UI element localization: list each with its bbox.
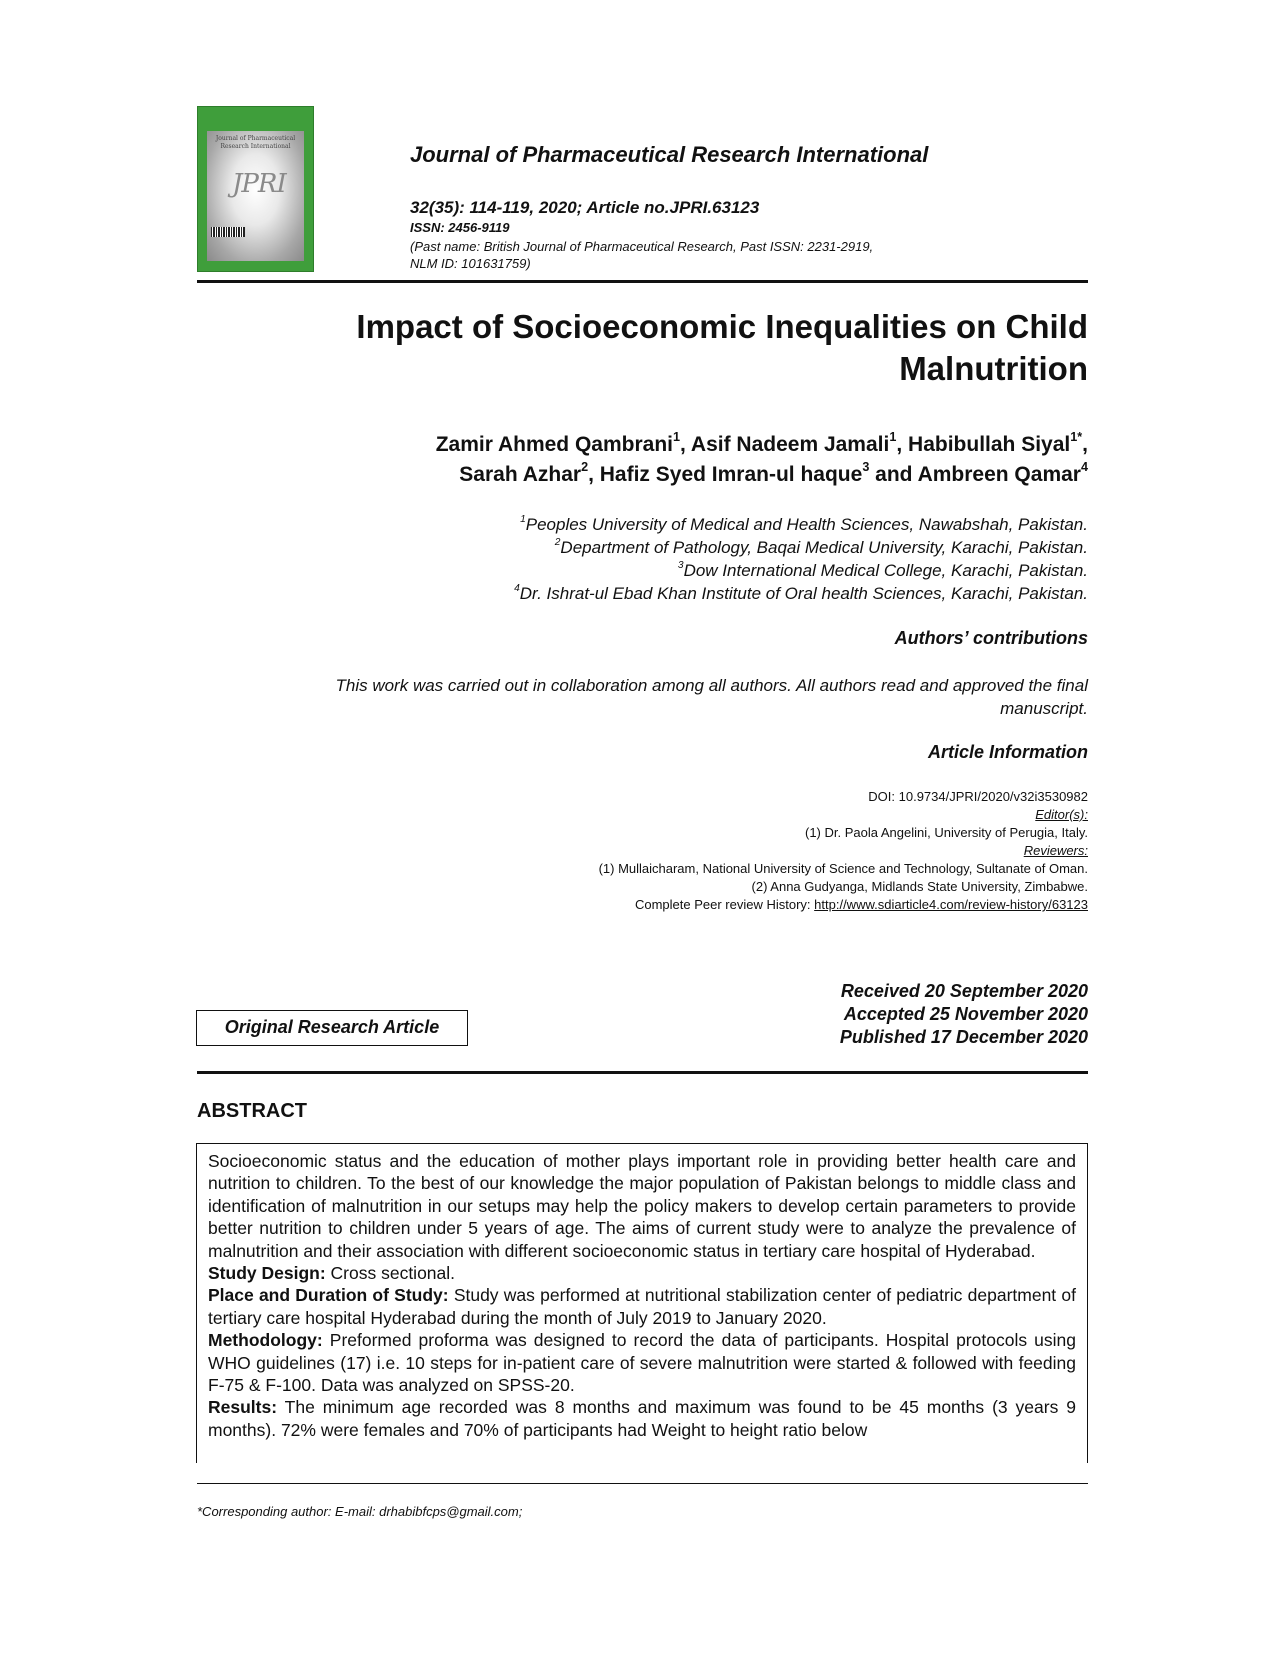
contributions-text: This work was carried out in collaboration among all authors. All authors read and approved the final manuscript. bbox=[335, 676, 1088, 718]
received-date: Received 20 September 2020 bbox=[840, 981, 1088, 1001]
journal-title: Journal of Pharmaceutical Research International bbox=[410, 142, 929, 167]
header-divider bbox=[197, 280, 1088, 283]
author-line-1: Zamir Ahmed Qambrani$^1$, Asif Nadeem Jamali$^1$, Habibullah Siyal$^{1*}$, bbox=[435, 429, 1088, 456]
editors-label: Editor(s): bbox=[1035, 807, 1088, 822]
abstract-divider bbox=[197, 1071, 1088, 1074]
published-date: Published 17 December 2020 bbox=[839, 1027, 1088, 1047]
reviewer: (1) Mullaicharam, National University of Science and Technology, Sultanate of Oman. bbox=[598, 861, 1088, 876]
abstract-heading: ABSTRACT bbox=[197, 1100, 307, 1122]
cover-logo: JPRI bbox=[232, 169, 286, 199]
publication-dates bbox=[840, 980, 1088, 1049]
abstract-intro: Socioeconomic status and the education of mother plays important role in providing better health care and nutrition to children. To the best of our knowledge the major population of Pakistan belongs to middle class and identification of malnutrition in our setups may help the policy makers to develop certain parameters to provide better nutrition to children under 5 years of age. The aims of current study were to analyze the prevalence of malnutrition and their association with different socioeconomic status in tertiary care hospital of Hyderabad. bbox=[208, 1151, 1076, 1261]
author-name: Zamir Ahmed Qambrani bbox=[435, 433, 673, 456]
article-information-heading: Article Information bbox=[927, 742, 1088, 762]
article-information bbox=[188, 788, 1088, 914]
doi: DOI: 10.9734/JPRI/2020/v32i3530982 bbox=[868, 789, 1088, 804]
author-line-2: Sarah Azhar$^2$, Hafiz Syed Imran-ul haque$^3$ and Ambreen Qamar$^4$ bbox=[459, 459, 1088, 486]
review-history: Complete Peer review History: http://www.sdiarticle4.com/review-history/63123 bbox=[634, 897, 1088, 912]
affiliations bbox=[188, 513, 1088, 605]
past-name: (Past name: British Journal of Pharmaceutical Research, Past ISSN: 2231-2919, NLM ID: 101631759) bbox=[410, 239, 874, 271]
footnote-divider bbox=[197, 1483, 1088, 1484]
affiliation: $^4$Dr. Ishrat-ul Ebad Khan Institute of Oral health Sciences, Karachi, Pakistan. bbox=[514, 582, 1088, 603]
author-name: Hafiz Syed Imran-ul haque bbox=[599, 463, 863, 486]
contributions-heading: Authors’ contributions bbox=[894, 628, 1088, 648]
issn: ISSN: 2456-9119 bbox=[410, 220, 510, 235]
author-name: Habibullah Siyal bbox=[908, 433, 1071, 456]
citation: 32(35): 114-119, 2020; Article no.JPRI.63123 bbox=[410, 198, 760, 217]
author-name: Sarah Azhar bbox=[459, 463, 582, 486]
review-history-link[interactable]: http://www.sdiarticle4.com/review-history/63123 bbox=[814, 897, 1088, 912]
accepted-date: Accepted 25 November 2020 bbox=[843, 1004, 1088, 1024]
reviewer: (2) Anna Gudyanga, Midlands State University, Zimbabwe. bbox=[751, 879, 1088, 894]
abstract-methodology: Methodology: Preformed proforma was designed to record the data of participants. Hospital protocols using WHO guidelines (17) i.e. 10 steps for in-patient care of severe malnutrition were started & followed with feeding F-75 & F-100. Data was analyzed on SPSS-20. bbox=[208, 1330, 1076, 1396]
abstract-study-design: Study Design: Cross sectional. bbox=[208, 1263, 456, 1284]
author-name: Asif Nadeem Jamali bbox=[690, 433, 890, 456]
corresponding-author-footnote: *Corresponding author: E-mail: drhabibfcps@gmail.com; bbox=[197, 1504, 523, 1519]
abstract-place-duration: Place and Duration of Study: Study was performed at nutritional stabilization center of pediatric department of tertiary care hospital Hyderabad during the month of July 2019 to January 2020. bbox=[208, 1285, 1076, 1328]
cover-title: Journal of Pharmaceutical Research International bbox=[215, 135, 296, 150]
affiliation: $^3$Dow International Medical College, Karachi, Pakistan. bbox=[677, 559, 1088, 580]
journal-cover-image bbox=[197, 106, 314, 272]
abstract-box bbox=[196, 1143, 1088, 1463]
editor: (1) Dr. Paola Angelini, University of Perugia, Italy. bbox=[805, 825, 1088, 840]
reviewers-label: Reviewers: bbox=[1023, 843, 1088, 858]
author-list bbox=[188, 430, 1088, 490]
affiliation: $^2$Department of Pathology, Baqai Medical University, Karachi, Pakistan. bbox=[554, 536, 1088, 557]
paper-title: Impact of Socioeconomic Inequalities on Child Malnutrition bbox=[356, 308, 1088, 387]
barcode-icon bbox=[211, 227, 245, 237]
article-type-badge: Original Research Article bbox=[196, 1010, 468, 1046]
abstract-results: Results: The minimum age recorded was 8 months and maximum was found to be 45 months (3 years 9 months). 72% were females and 70% of participants had Weight to height ratio below bbox=[208, 1397, 1077, 1440]
affiliation: $^1$Peoples University of Medical and Health Sciences, Nawabshah, Pakistan. bbox=[520, 513, 1088, 534]
author-name: Ambreen Qamar bbox=[917, 463, 1081, 486]
